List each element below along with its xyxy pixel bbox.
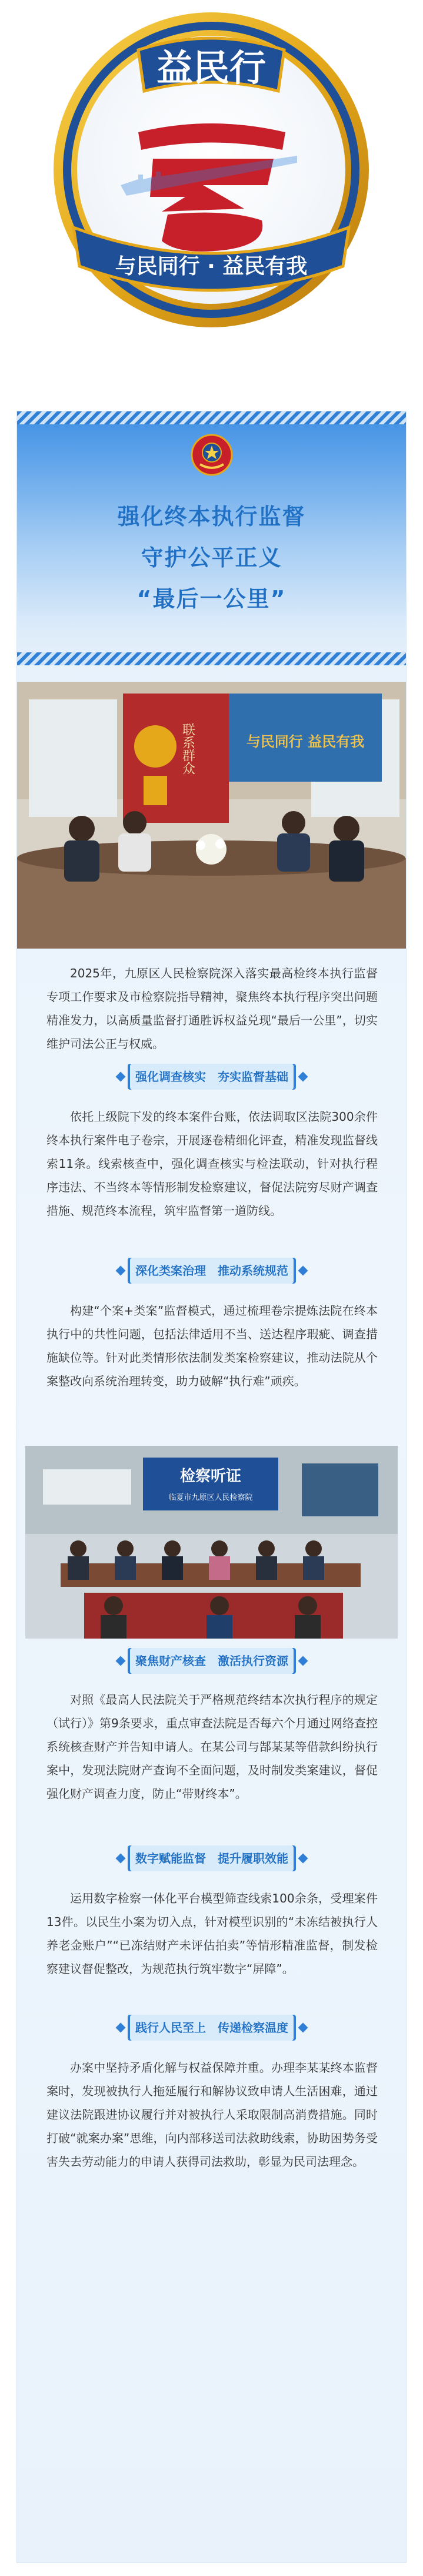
wall-slogan: 与民同行 益民有我 bbox=[246, 733, 365, 750]
paragraph-property-check: 对照《最高人民法院关于严格规范终结本次执行程序的规定（试行）》第9条要求，重点审查法院是否每六个月通过网络查控系统核查财产并告知申请人。在某公司与郜某某等借款纠纷执行案中，发现法院财产查询不全面问题，及时制发类案建议，督促强化财产调查力度，防止“带财终本”。 bbox=[46, 1693, 378, 1801]
paragraph-digital: 运用数字检察一体化平台模型筛查线索100余条，受理案件13件。以民生小案为切入点，针对模型识别的“未冻结被执行人养老金账户”“已冻结财产未评估拍卖”等情形精准监督，制发检察建议督促整改，为规范执行筑牢数字“屏障”。 bbox=[46, 1891, 378, 1976]
title-line-3: “最后一公里” bbox=[136, 586, 287, 612]
section-heading-2-text: 深化类案治理 推动系统规范 bbox=[135, 1264, 288, 1278]
section-heading-4 bbox=[128, 1845, 296, 1871]
section-heading-1-text: 强化调查核实 夯实监督基础 bbox=[135, 1070, 288, 1084]
section-heading-3 bbox=[128, 1648, 296, 1674]
procuratorate-badge-icon bbox=[191, 434, 233, 476]
section-heading-1 bbox=[128, 1064, 296, 1090]
emblem-graphic bbox=[50, 9, 372, 331]
hearing-banner-title: 检察听证 bbox=[179, 1468, 242, 1485]
hearing-banner-subtitle: 临夏市九原区人民检察院 bbox=[168, 1493, 253, 1502]
paragraph-intro: 2025年，九原区人民检察院深入落实最高检终本执行监督专项工作要求及市检察院指导精神，聚焦终本执行程序突出问题精准发力，以高质量监督打通胜诉权益兑现“最后一公里”，切实维护司法公正与权威。 bbox=[46, 966, 378, 1051]
header-stripe-top bbox=[17, 411, 406, 424]
section-heading-2 bbox=[128, 1258, 296, 1284]
paragraph-investigation: 依托上级院下发的终本案件台账，依法调取区法院300余件终本执行案件电子卷宗，开展逐卷精细化评查，精准发现监督线索11条。线索核查中，强化调查核实与检法联动，针对执行程序违法、不当终本等情形制发检察建议，督促法院穷尽财产调查措施、规范终本流程，筑牢监督第一道防线。 bbox=[46, 1110, 378, 1218]
meeting-photo bbox=[17, 682, 406, 949]
paragraph-people-first: 办案中坚持矛盾化解与权益保障并重。办理李某某终本监督案时，发现被执行人拖延履行和解协议致申请人生活困难，通过建议法院跟进协议履行并对被执行人采取限制高消费措施。同时打破“就案办案”思维，向内部移送司法救助线索，协助困势务受害失去劳动能力的申请人获得司法救助，彰显为民司法理念。 bbox=[46, 2061, 378, 2169]
section-heading-5-text: 践行人民至上 传递检察温度 bbox=[135, 2021, 288, 2035]
section-heading-5 bbox=[128, 2015, 296, 2041]
paragraph-class-cases: 构建“个案+类案”监督模式，通过梳理卷宗提炼法院在终本执行中的共性问题，包括法律适用不当、送达程序瑕疵、调查措施缺位等。针对此类情形依法制发类案检察建议，推动法院从个案整改向系统治理转变，助力破解“执行难”顽疾。 bbox=[46, 1304, 378, 1388]
title-line-1: 强化终本执行监督 bbox=[117, 504, 306, 530]
yiminxing-emblem bbox=[50, 9, 372, 331]
wall-sign-left: 联系群众 bbox=[180, 723, 195, 775]
section-heading-3-text: 聚焦财产核查 激活执行资源 bbox=[135, 1654, 288, 1668]
header-band bbox=[17, 411, 406, 664]
section-heading-4-text: 数字赋能监督 提升履职效能 bbox=[135, 1851, 288, 1865]
hearing-photo bbox=[25, 1446, 398, 1639]
article-card bbox=[17, 411, 406, 2562]
header-stripe-bottom bbox=[17, 652, 406, 665]
title-line-2: 守护公平正义 bbox=[141, 545, 282, 571]
emblem-title: 益民行 bbox=[156, 46, 267, 89]
emblem-motto: 与民同行 · 益民有我 bbox=[115, 254, 308, 279]
